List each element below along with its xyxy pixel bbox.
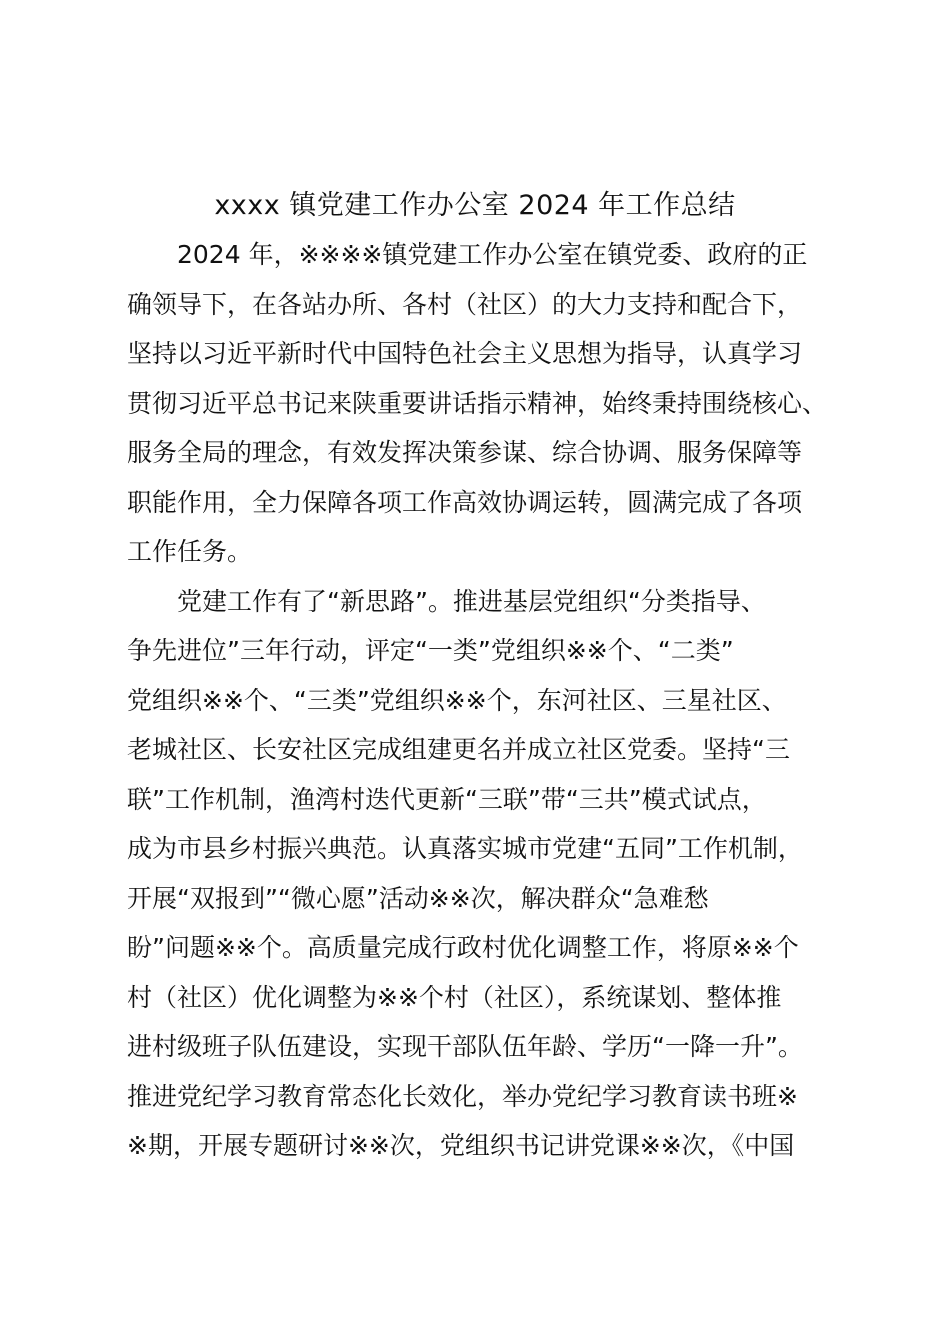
text-line: 2024 年，※※※※镇党建工作办公室在镇党委、政府的正	[177, 240, 808, 269]
paragraph-summary	[127, 230, 847, 577]
document-title: xxxx 镇党建工作办公室 2024 年工作总结	[214, 190, 736, 221]
text-line: 确领导下，在各站办所、各村（社区）的大力支持和配合下，	[127, 289, 803, 319]
text-line: 推进党纪学习教育常态化长效化，举办党纪学习教育读书班※	[127, 1081, 798, 1111]
text-line: 党建工作有了“新思路”。推进基层党组织“分类指导、	[177, 586, 766, 616]
text-line: 联”工作机制，渔湾村迭代更新“三联”带“三共”模式试点，	[127, 784, 767, 814]
text-line: 进村级班子队伍建设，实现干部队伍年龄、学历“一降一升”。	[127, 1032, 803, 1061]
text-line: 开展“双报到”“微心愿”活动※※次，解决群众“急难愁	[127, 883, 709, 913]
text-line: 盼”问题※※个。高质量完成行政村优化调整工作，将原※※个	[127, 933, 799, 962]
text-line: ※期，开展专题研讨※※次，党组织书记讲党课※※次，《中国	[127, 1131, 795, 1160]
text-line: 贯彻习近平总书记来陕重要讲话指示精神，始终秉持围绕核心、	[127, 388, 828, 418]
text-line: 工作任务。	[127, 537, 253, 566]
text-line: 服务全局的理念，有效发挥决策参谋、综合协调、服务保障等	[127, 438, 803, 467]
text-line: 老城社区、长安社区完成组建更名并成立社区党委。坚持“三	[127, 735, 790, 764]
document-body	[127, 230, 847, 1171]
paragraph-party-building	[127, 577, 847, 1171]
text-line: 成为市县乡村振兴典范。认真落实城市党建“五同”工作机制，	[127, 834, 803, 863]
text-line: 党组织※※个、“三类”党组织※※个，东河社区、三星社区、	[127, 685, 787, 715]
text-line: 职能作用，全力保障各项工作高效协调运转，圆满完成了各项	[127, 487, 803, 517]
text-line: 争先进位”三年行动，评定“一类”党组织※※个、“二类”	[127, 636, 734, 665]
text-line: 坚持以习近平新时代中国特色社会主义思想为指导，认真学习	[127, 339, 803, 368]
text-line: 村（社区）优化调整为※※个村（社区），系统谋划、整体推	[127, 982, 782, 1012]
